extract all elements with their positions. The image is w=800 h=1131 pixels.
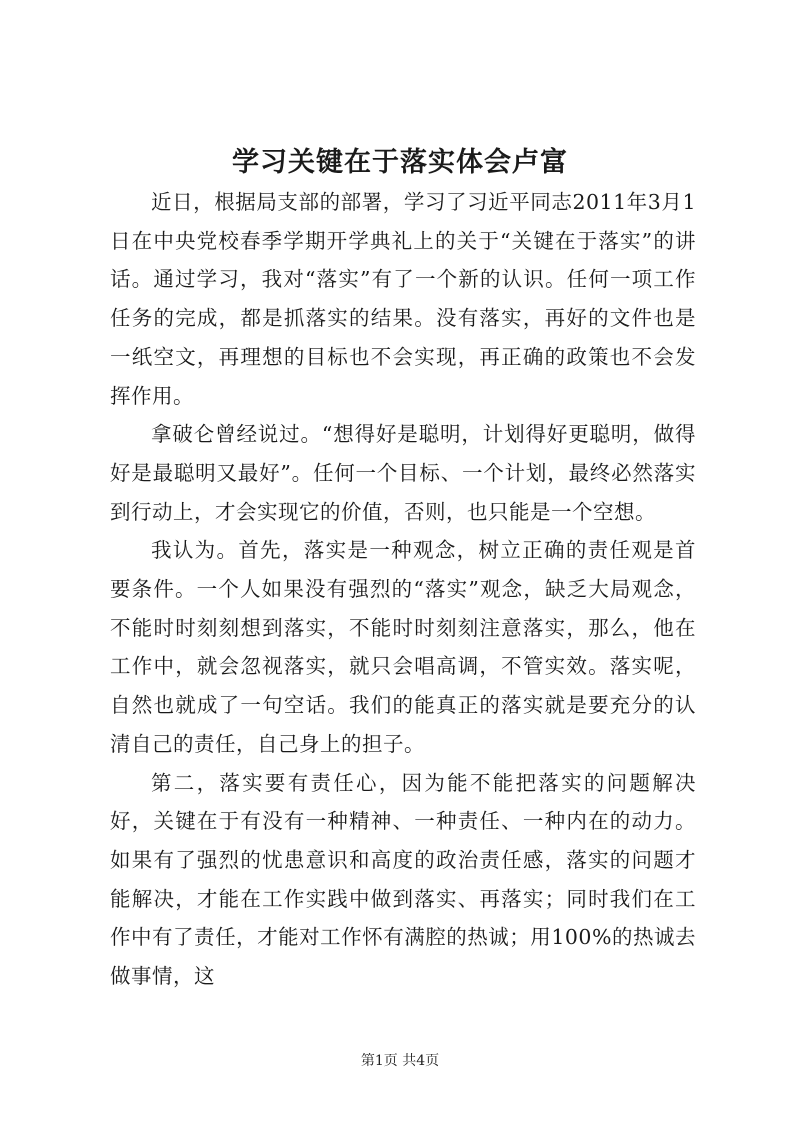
paragraph: 拿破仑曾经说过。“想得好是聪明，计划得好更聪明，做得好是最聪明又最好”。任何一个目标、一个计划，最终必然落实到行动上，才会实现它的价值，否则，也只能是一个空想。 — [110, 422, 696, 524]
paragraph: 第二，落实要有责任心，因为能不能把落实的问题解决好，关键在于有没有一种精神、一种责任、一种内在的动力。如果有了强烈的忧患意识和高度的政治责任感，落实的问题才能解决，才能在工作实践中做到落实、再落实；同时我们在工作中有了责任，才能对工作怀有满腔的热诚；用100%的热诚去做事情，这 — [110, 770, 696, 989]
document-title: 学习关键在于落实体会卢富 — [232, 147, 568, 178]
page-footer: 第1页 共4页 — [360, 1053, 440, 1069]
paragraph: 我认为。首先，落实是一种观念，树立正确的责任观是首要条件。一个人如果没有强烈的“落实”观念，缺乏大局观念，不能时时刻刻想到落实，不能时时刻刻注意落实，那么，他在工作中，就会忽视落实，就只会唱高调，不管实效。落实呢，自然也就成了一句空话。我们的能真正的落实就是要充分的认清自己的责任，自己身上的担子。 — [110, 538, 696, 756]
document-body — [110, 183, 696, 996]
paragraph: 近日，根据局支部的部署，学习了习近平同志2011年3月1日在中央党校春季学期开学典礼上的关于“关键在于落实”的讲话。通过学习，我对“落实”有了一个新的认识。任何一项工作任务的完成，都是抓落实的结果。没有落实，再好的文件也是一纸空文，再理想的目标也不会实现，再正确的政策也不会发挥作用。 — [110, 190, 696, 408]
